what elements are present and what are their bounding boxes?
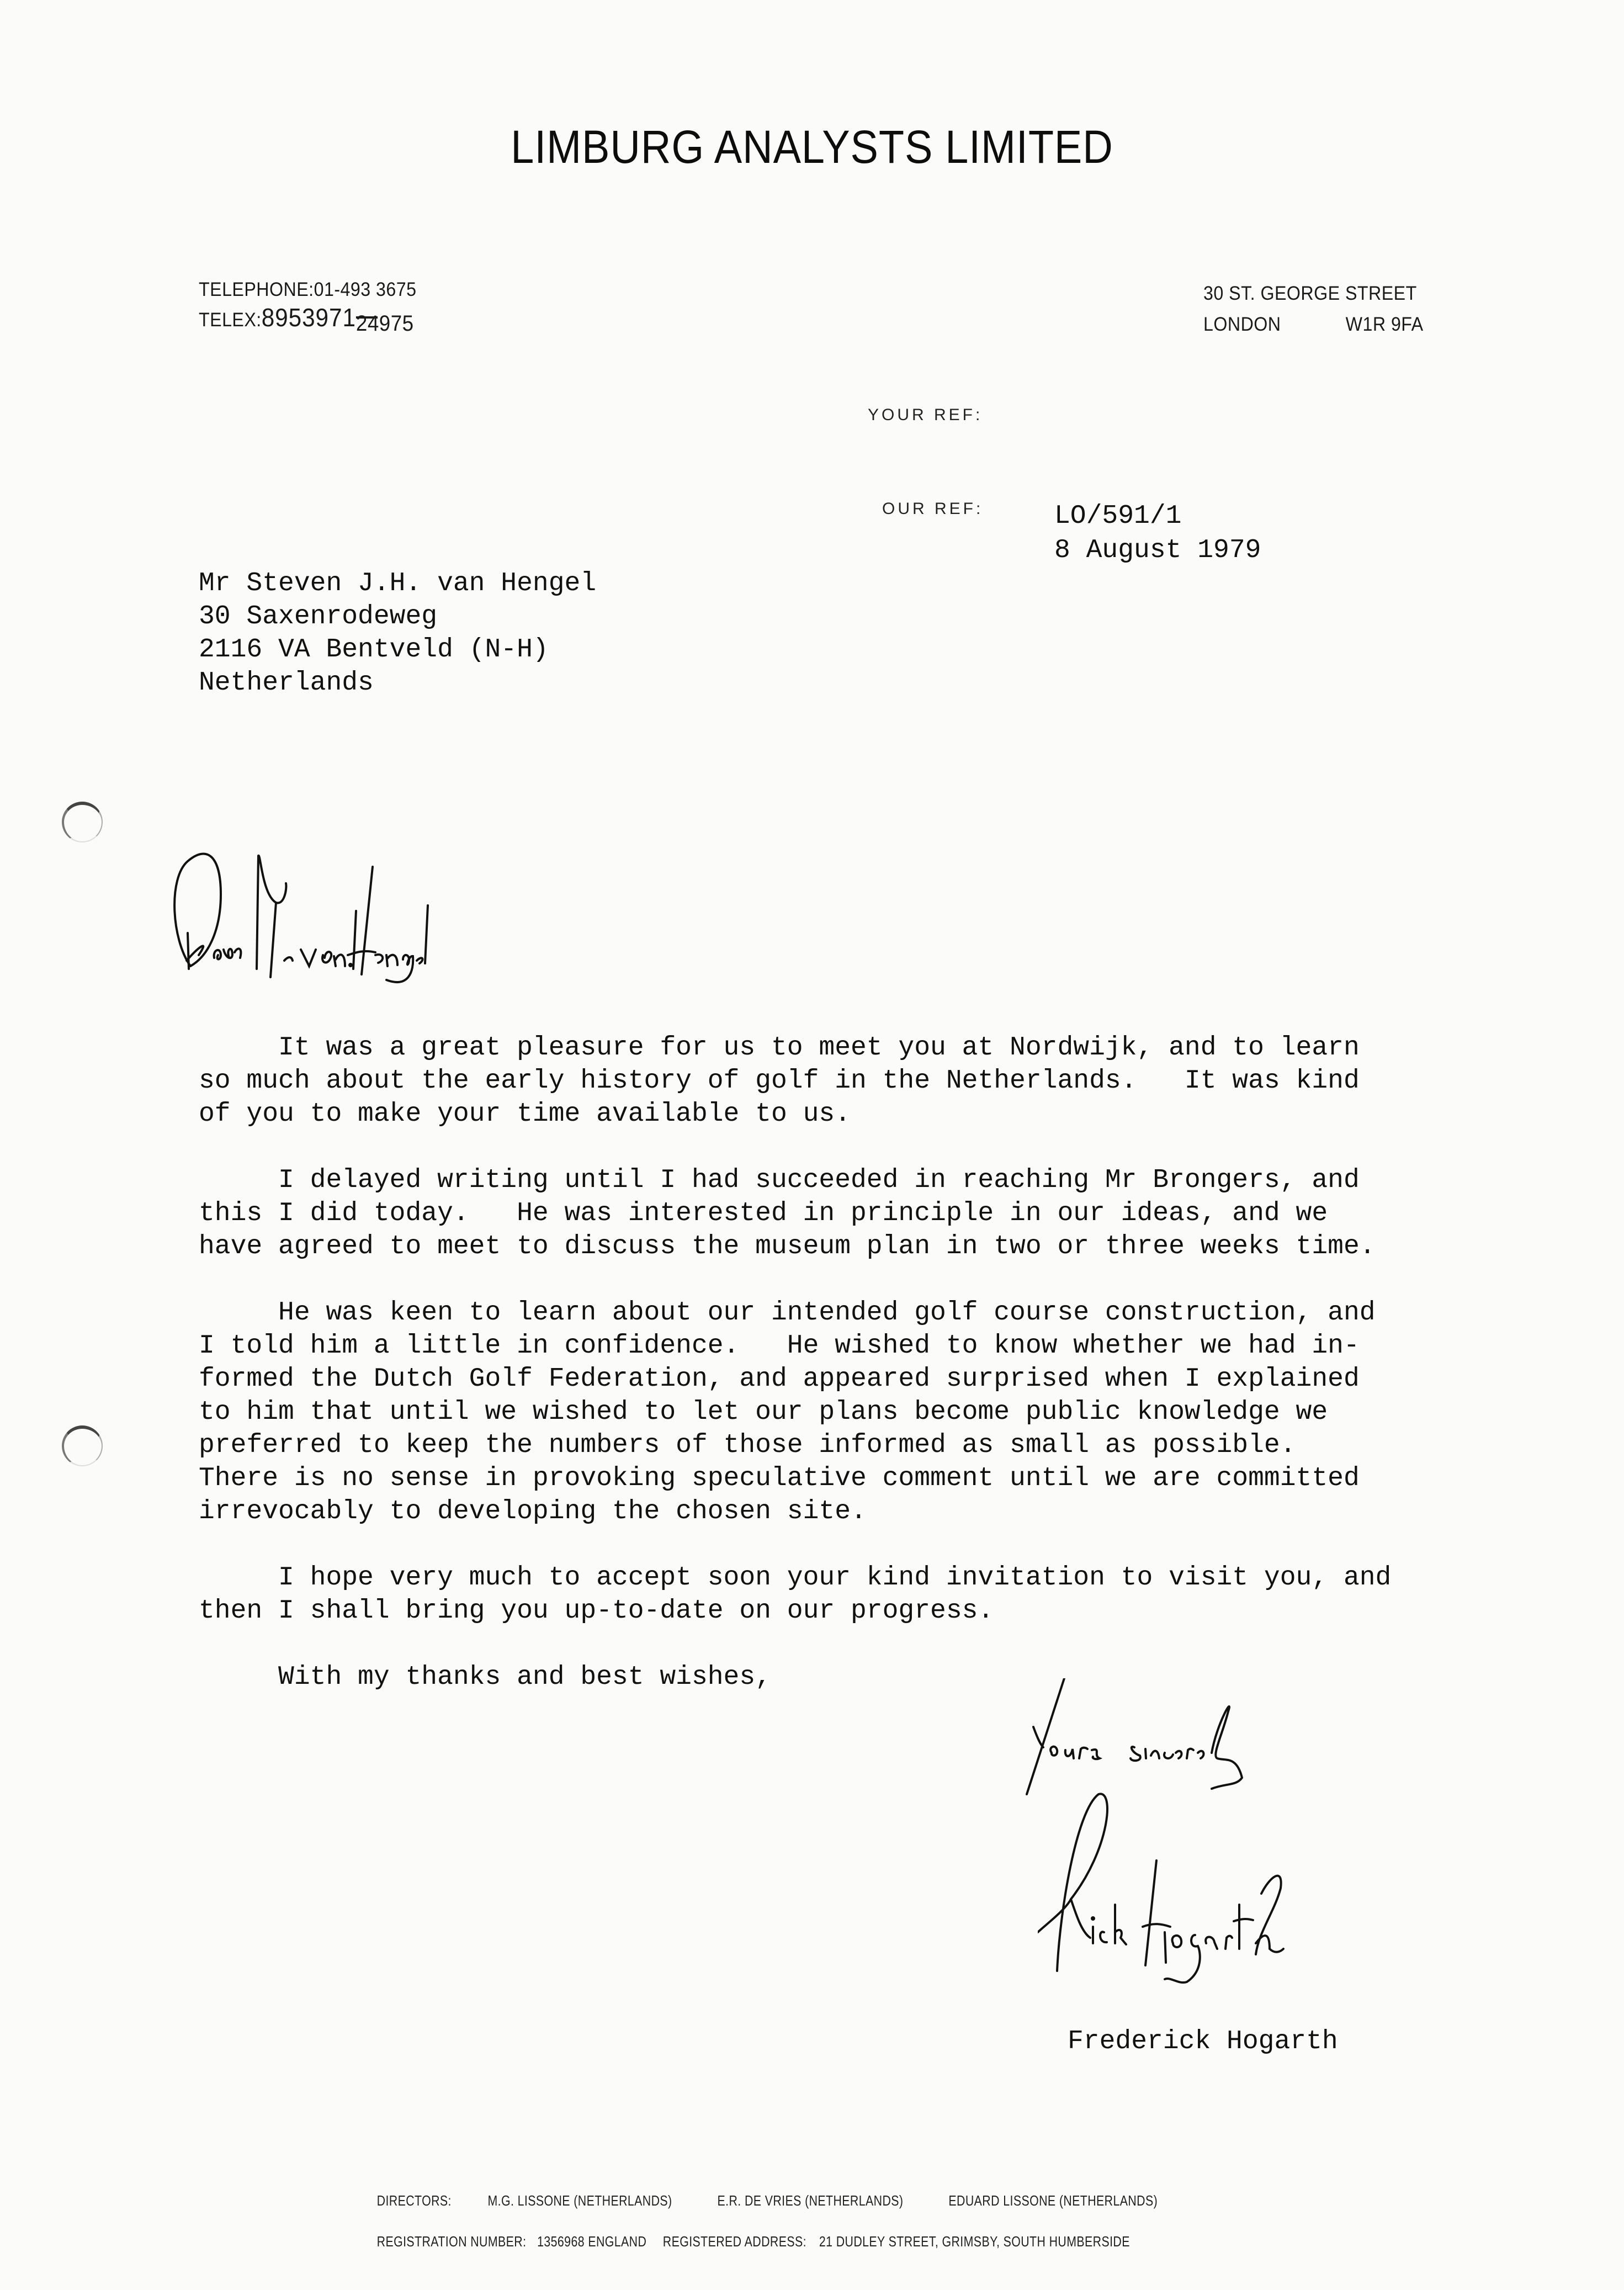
body-line: of you to make your time available to us.: [199, 1099, 851, 1129]
body-line: With my thanks and best wishes,: [199, 1662, 771, 1692]
recipient-address: [199, 567, 596, 699]
typed-signatory-name: Frederick Hogarth: [1068, 2027, 1338, 2056]
registered-address-label: REGISTERED ADDRESS:: [662, 2233, 806, 2250]
director-3: EDUARD LISSONE (NETHERLANDS): [948, 2192, 1158, 2209]
telex-strikethrough: [356, 305, 378, 330]
body-line: There is no sense in provoking speculative comment until we are committed: [199, 1464, 1360, 1493]
company-address-street: 30 ST. GEORGE STREET: [1203, 283, 1417, 304]
registration-number: 1356968 ENGLAND: [537, 2233, 647, 2250]
address-city: LONDON: [1203, 314, 1281, 335]
body-line: He was keen to learn about our intended golf course construction, and: [199, 1298, 1376, 1328]
directors-label: DIRECTORS:: [376, 2192, 452, 2209]
body-line: preferred to keep the numbers of those informed as small as possible.: [199, 1430, 1296, 1460]
body-line: formed the Dutch Golf Federation, and appeared surprised when I explained: [199, 1364, 1360, 1394]
letter-body: [199, 1031, 1391, 1694]
footer-directors: [370, 2175, 1158, 2209]
telephone-line: [199, 279, 417, 301]
handwritten-salutation: [166, 828, 718, 1005]
recipient-street: 30 Saxenrodeweg: [199, 602, 438, 632]
body-line: so much about the early history of golf in the Netherlands. It was kind: [199, 1066, 1360, 1096]
telex-struck-number: 24975: [356, 307, 414, 332]
body-line: I hope very much to accept soon your kind invitation to visit you, and: [199, 1563, 1392, 1593]
body-line: irrevocably to developing the chosen site.: [199, 1497, 867, 1526]
telephone-label: TELEPHONE:: [199, 279, 314, 300]
body-line: to him that until we wished to let our plans become public knowledge we: [199, 1397, 1328, 1427]
body-line: I told him a little in confidence. He wished to know whether we had in-: [199, 1331, 1360, 1361]
telex-line: [199, 303, 414, 336]
footer-registration: [370, 2216, 1130, 2250]
telex-number: 8953971: [261, 303, 356, 332]
body-line: then I shall bring you up-to-date on our progress.: [199, 1596, 994, 1626]
director-1: M.G. LISSONE (NETHERLANDS): [487, 2192, 672, 2209]
body-line: It was a great pleasure for us to meet you at Nordwijk, and to learn: [199, 1033, 1360, 1063]
your-ref-label: YOUR REF:: [868, 406, 983, 424]
letter-date: 8 August 1979: [1054, 536, 1261, 565]
our-ref-label: OUR REF:: [882, 500, 984, 518]
company-address-city: [1203, 314, 1488, 336]
telex-label: TELEX:: [199, 309, 262, 331]
handwritten-signature: [1038, 1767, 1435, 1999]
recipient-country: Netherlands: [199, 668, 374, 698]
recipient-name: Mr Steven J.H. van Hengel: [199, 569, 597, 598]
company-name: LIMBURG ANALYSTS LIMITED: [511, 121, 1113, 173]
telephone-number: 01-493 3675: [314, 279, 417, 300]
body-line: this I did today. He was interested in principle in our ideas, and we: [199, 1199, 1328, 1228]
registered-address: 21 DUDLEY STREET, GRIMSBY, SOUTH HUMBERSIDE: [819, 2233, 1130, 2250]
address-postcode: W1R 9FA: [1345, 314, 1424, 335]
our-ref-value: LO/591/1: [1054, 501, 1182, 531]
paragraph-1: [199, 1031, 1391, 1131]
director-2: E.R. DE VRIES (NETHERLANDS): [717, 2192, 904, 2209]
punch-hole-top: [62, 802, 103, 842]
body-line: I delayed writing until I had succeeded in reaching Mr Brongers, and: [199, 1165, 1360, 1195]
punch-hole-bottom: [62, 1425, 103, 1466]
recipient-postal-city: 2116 VA Bentveld (N-H): [199, 635, 549, 665]
paragraph-3: [199, 1296, 1391, 1528]
paragraph-4: [199, 1561, 1391, 1628]
body-line: have agreed to meet to discuss the museum plan in two or three weeks time.: [199, 1232, 1376, 1261]
registration-label: REGISTRATION NUMBER:: [376, 2233, 527, 2250]
paragraph-2: [199, 1164, 1391, 1263]
